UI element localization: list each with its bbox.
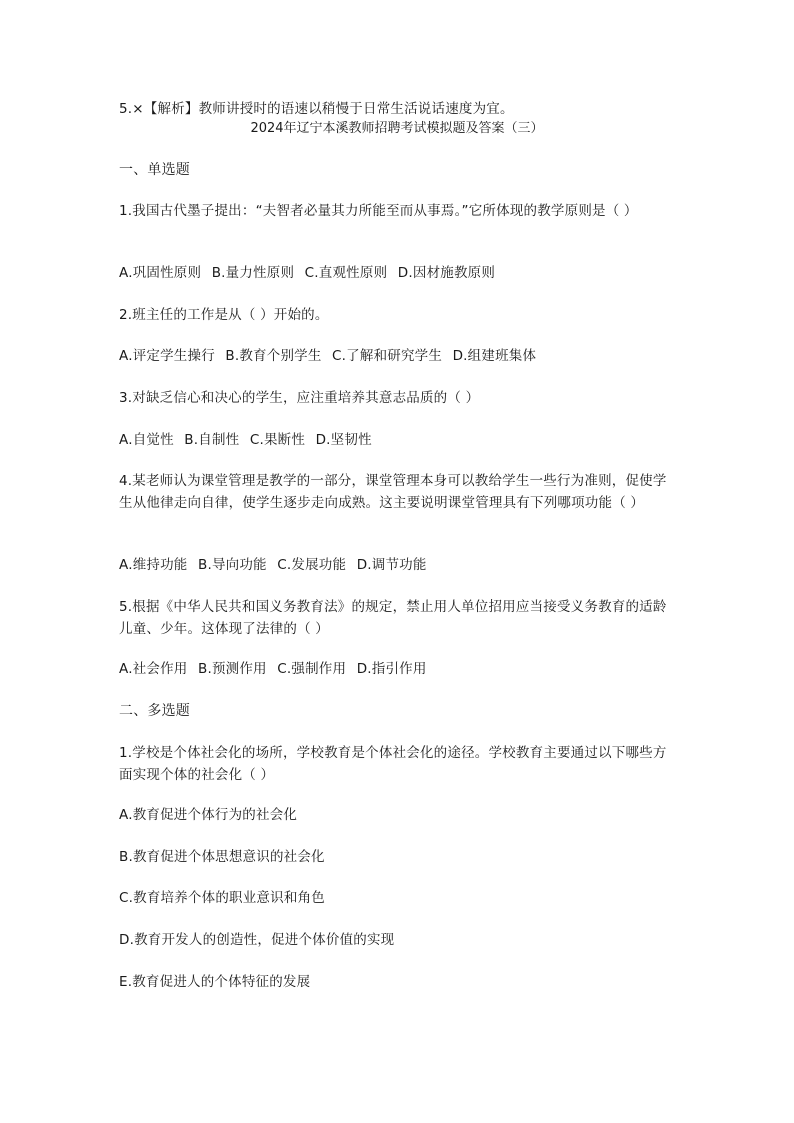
option: D.因材施教原则 bbox=[397, 265, 496, 281]
option: B.导向功能 bbox=[198, 557, 267, 573]
option: B.教育促进个体思想意识的社会化 bbox=[119, 849, 325, 865]
option: C.发展功能 bbox=[277, 557, 347, 573]
option: B.预测作用 bbox=[198, 661, 267, 677]
option: C.了解和研究学生 bbox=[332, 348, 443, 364]
option: C.强制作用 bbox=[277, 661, 347, 677]
question-options bbox=[119, 658, 433, 680]
question-stem: 3.对缺乏信心和决心的学生，应注重培养其意志品质的（ ） bbox=[119, 390, 480, 406]
option: C.教育培养个体的职业意识和角色 bbox=[119, 890, 325, 906]
option: B.量力性原则 bbox=[211, 265, 295, 281]
question-stem: 1.学校是个体社会化的场所，学校教育是个体社会化的途径。学校教育主要通过以下哪些方面实现个体的社会化（ ） bbox=[119, 745, 667, 783]
question-stem: 5.根据《中华人民共和国义务教育法》的规定，禁止用人单位招用应当接受义务教育的适龄儿童、少年。这体现了法律的（ ） bbox=[119, 599, 667, 637]
option: D.调节功能 bbox=[356, 557, 427, 573]
option: D.坚韧性 bbox=[315, 432, 372, 448]
question-options bbox=[119, 554, 433, 576]
document-title: 2024年辽宁本溪教师招聘考试模拟题及答案（三） bbox=[250, 121, 544, 136]
question-options bbox=[119, 262, 501, 284]
section-heading-multiple-choice: 二、多选题 bbox=[119, 703, 190, 719]
option: A.自觉性 bbox=[119, 432, 174, 448]
question-stem: 4.某老师认为课堂管理是教学的一部分，课堂管理本身可以教给学生一些行为准则，促使学生从他律走向自律，使学生逐步走向成熟。这主要说明课堂管理具有下列哪项功能（ ） bbox=[119, 473, 667, 511]
option: C.果断性 bbox=[249, 432, 306, 448]
option: D.组建班集体 bbox=[452, 348, 537, 364]
option: A.社会作用 bbox=[119, 661, 188, 677]
option: A.巩固性原则 bbox=[119, 265, 202, 281]
option: B.教育个别学生 bbox=[225, 348, 322, 364]
option: D.指引作用 bbox=[356, 661, 427, 677]
option: A.维持功能 bbox=[119, 557, 188, 573]
question-options bbox=[119, 345, 542, 367]
option: C.直观性原则 bbox=[304, 265, 388, 281]
section-heading-single-choice: 一、单选题 bbox=[119, 162, 190, 178]
answer-explanation: 5.×【解析】教师讲授时的语速以稍慢于日常生活说话速度为宜。 bbox=[119, 101, 514, 117]
question-stem: 1.我国古代墨子提出：“夫智者必量其力所能至而从事焉。”它所体现的教学原则是（ ） bbox=[119, 203, 638, 219]
option: D.教育开发人的创造性，促进个体价值的实现 bbox=[119, 932, 395, 948]
option: E.教育促进人的个体特征的发展 bbox=[119, 974, 311, 990]
option: A.教育促进个体行为的社会化 bbox=[119, 807, 298, 823]
question-stem: 2.班主任的工作是从（ ）开始的。 bbox=[119, 307, 329, 323]
option: A.评定学生操行 bbox=[119, 348, 215, 364]
question-options bbox=[119, 429, 378, 451]
option: B.自制性 bbox=[184, 432, 240, 448]
